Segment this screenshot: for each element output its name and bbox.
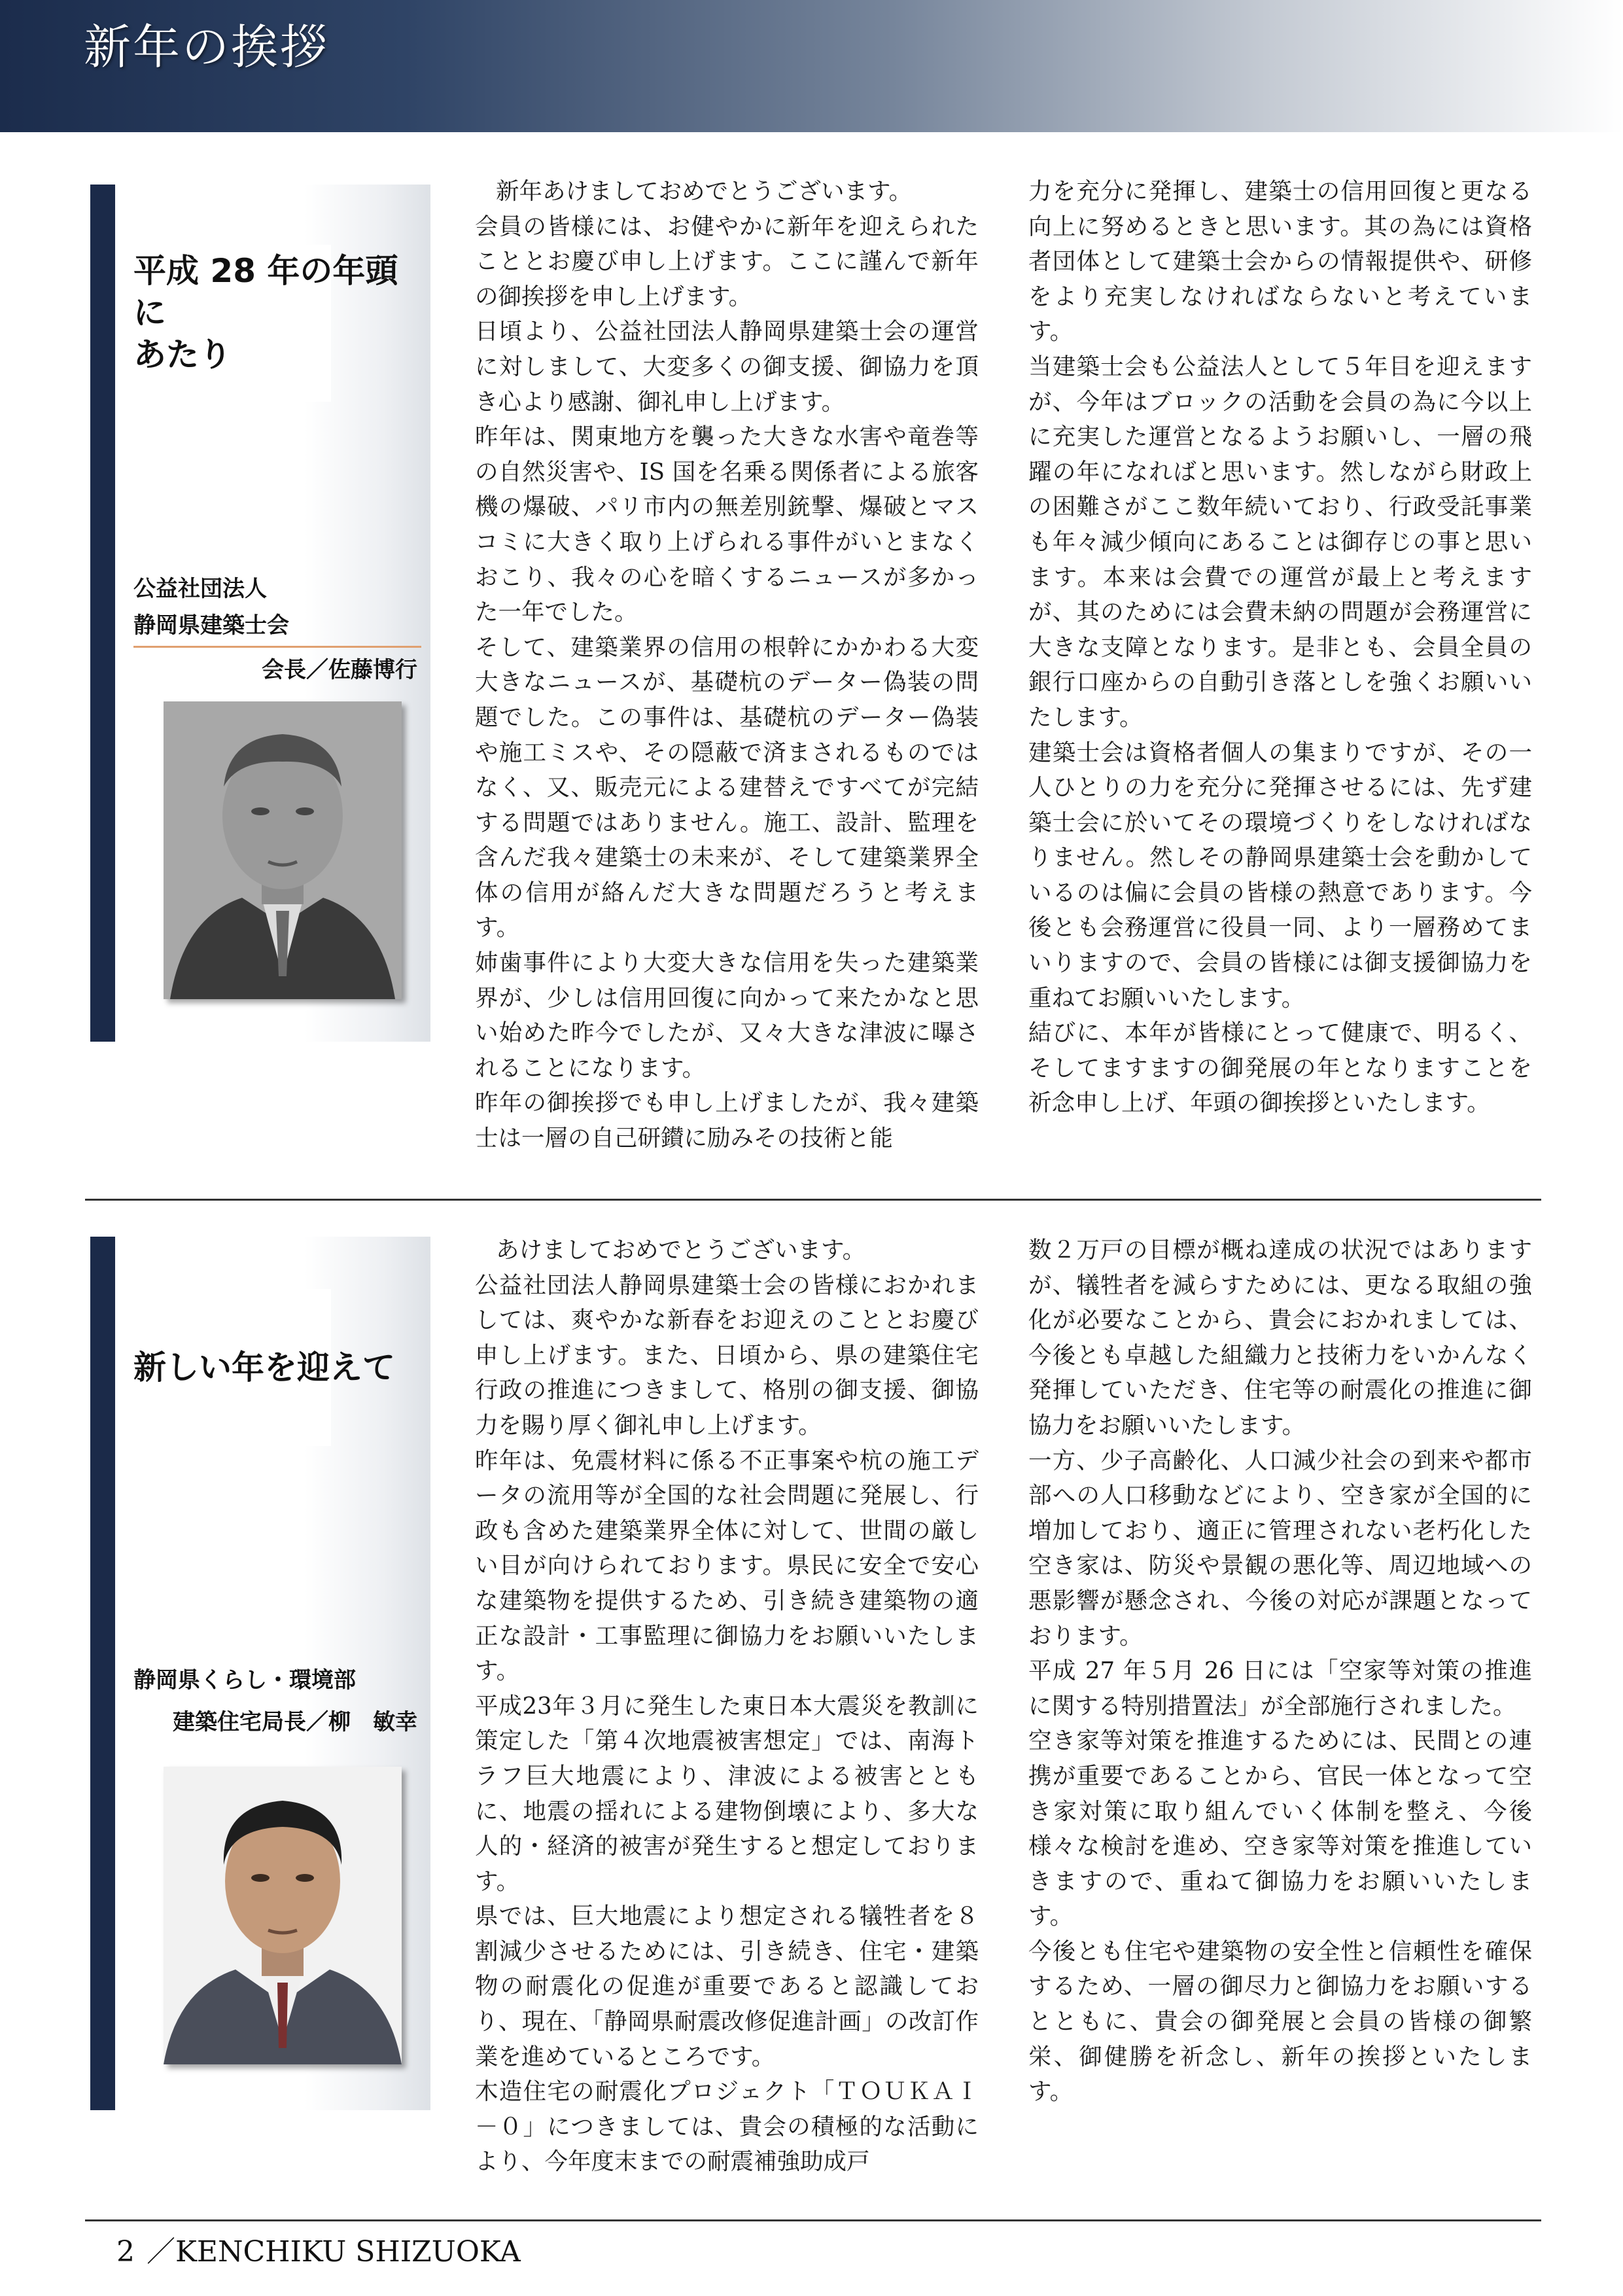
page-footer — [116, 2228, 521, 2270]
article-divider — [85, 1199, 1541, 1201]
page-number: 2 — [116, 2235, 135, 2269]
page-title: 新年の挨拶 — [84, 20, 330, 75]
article2-column-1: あけましておめでとうございます。 公益社団法人静岡県建築士会の皆様におかれましては、爽やかな新春をお迎えのこととお慶び申し上げます。また、日頃から、県の建築住宅行政の推進につきまして、格別の御支援、御協力を賜り厚く御礼申し上げます。 昨年は、免震材料に係る不正事案や杭の施工データの流用等が全国的な社会問題に発展し、行政も含めた建築業界全体に対して、世間の厳しい目が向けられております。県民に安全で安心な建築物を提供するため、引き続き建築物の適正な設計・工事監理に御協力をお願いいたします。 平成23年３月に発生した東日本大震災を教訓に策定した「第４次地震被害想定」では、南海トラフ巨大地震により、津波による被害とともに、地震の揺れによる建物倒壊により、多大な人的・経済的被害が発生すると想定しております。 県では、巨大地震により想定される犠牲者を８割減少させるためには、引き続き、住宅・建築物の耐震化の促進が重要であると認識しており、現在、「静岡県耐震改修促進計画」の改訂作業を進めているところです。 木造住宅の耐震化プロジェクト「ＴＯＵＫＡＩ－０」につきましては、貴会の積極的な活動により、今年度末までの耐震補強助成戸 — [475, 1237, 979, 2176]
article1-heading: 平成 28 年の年頭に あたり — [133, 252, 398, 374]
article2-author-title: 建築住宅局長／柳 敏幸 — [173, 1709, 417, 1735]
article2-author-photo — [164, 1767, 402, 2064]
article2-heading: 新しい年を迎えて — [133, 1349, 395, 1386]
article1-sidebar — [90, 185, 430, 1042]
article1-author-org: 公益社団法人 静岡県建築士会 — [133, 576, 289, 639]
page-header — [0, 0, 1623, 132]
article2-column-2: 数２万戸の目標が概ね達成の状況ではありますが、犠牲者を減らすためには、更なる取組の強化が必要なことから、貴会におかれましては、今後とも卓越した組織力と技術力をいかんなく発揮していただき、住宅等の耐震化の推進に御協力をお願いいたします。 一方、少子高齢化、人口減少社会の到来や都市部への人口移動などにより、空き家が全国的に増加しており、適正に管理されない老朽化した空き家は、防災や景観の悪化等、周辺地域への悪影響が懸念され、今後の対応が課題となっております。 平成 27 年５月 26 日には「空家等対策の推進に関する特別措置法」が全部施行されました。 空き家等対策を推進するためには、民間との連携が重要であることから、官民一体となって空き家対策に取り組んでいく体制を整え、今後様々な検討を進め、空き家等対策を推進していきますので、重ねて御協力をお願いいたします。 今後とも住宅や建築物の安全性と信頼性を確保するため、一層の御尽力と御協力をお願いするとともに、貴会の御発展と会員の皆様の御繁栄、御健勝を祈念し、新年の挨拶といたします。 — [1028, 1237, 1532, 2106]
publication-name: ／KENCHIKU SHIZUOKA — [147, 2235, 521, 2269]
footer-rule — [85, 2219, 1541, 2221]
article2-author-org: 静岡県くらし・環境部 — [133, 1667, 356, 1693]
sidebar-accent-bar — [90, 185, 115, 1042]
sidebar-accent-bar — [90, 1237, 115, 2110]
article1-column-1: 新年あけましておめでとうございます。 会員の皆様には、お健やかに新年を迎えられたこととお慶び申し上げます。ここに謹んで新年の御挨拶を申し上げます。 日頃より、公益社団法人静岡県建築士会の運営に対しまして、大変多くの御支援、御協力を頂き心より感謝、御礼申し上げます。 昨年は、関東地方を襲った大きな水害や竜巻等の自然災害や、IS 国を名乗る関係者による旅客機の爆破、パリ市内の無差別銃撃、爆破とマスコミに大きく取り上げられる事件がいとまなくおこり、我々の心を暗くするニュースが多かった一年でした。 そして、建築業界の信用の根幹にかかわる大変大きなニュースが、基礎杭のデーター偽装の問題でした。この事件は、基礎杭のデーター偽装や施工ミスや、その隠蔽で済まされるものではなく、又、販売元による建替えですべてが完結する問題ではありません。施工、設計、監理を含んだ我々建築士の未来が、そして建築業界全体の信用が絡んだ大きな問題だろうと考えます。 姉歯事件により大変大きな信用を失った建築業界が、少しは信用回復に向かって来たかなと思い始めた昨今でしたが、又々大きな津波に曝されることになります。 昨年の御挨拶でも申し上げましたが、我々建築士は一層の自己研鑚に励みその技術と能 — [475, 178, 979, 1152]
article1-author-photo — [164, 701, 402, 999]
article1-author-title: 会長／佐藤博行 — [262, 657, 417, 683]
article1-column-2: 力を充分に発揮し、建築士の信用回復と更なる向上に努めるときと思います。其の為には資格者団体として建築士会からの情報提供や、研修をより充実しなければならないと考えています。 当建築士会も公益法人として５年目を迎えますが、今年はブロックの活動を会員の為に今以上に充実した運営となるようお願いし、一層の飛躍の年になればと思います。然しながら財政上の困難さがここ数年続いており、行政受託事業も年々減少傾向にあることは御存じの事と思います。本来は会費での運営が最上と考えますが、其のためには会費未納の問題が会務運営に大きな支障となります。是非とも、会員全員の銀行口座からの自動引き落としを強くお願いいたします。 建築士会は資格者個人の集まりですが、その一人ひとりの力を充分に発揮させるには、先ず建築士会に於いてその環境づくりをしなければなりません。然しその静岡県建築士会を動かしているのは偏に会員の皆様の熱意であります。今後とも会務運営に役員一同、より一層務めてまいりますので、会員の皆様には御支援御協力を重ねてお願いいたします。 結びに、本年が皆様にとって健康で、明るく、そしてますますの御発展の年となりますことを祈念申し上げ、年頭の御挨拶といたします。 — [1028, 178, 1532, 1117]
article2-sidebar — [90, 1237, 430, 2110]
